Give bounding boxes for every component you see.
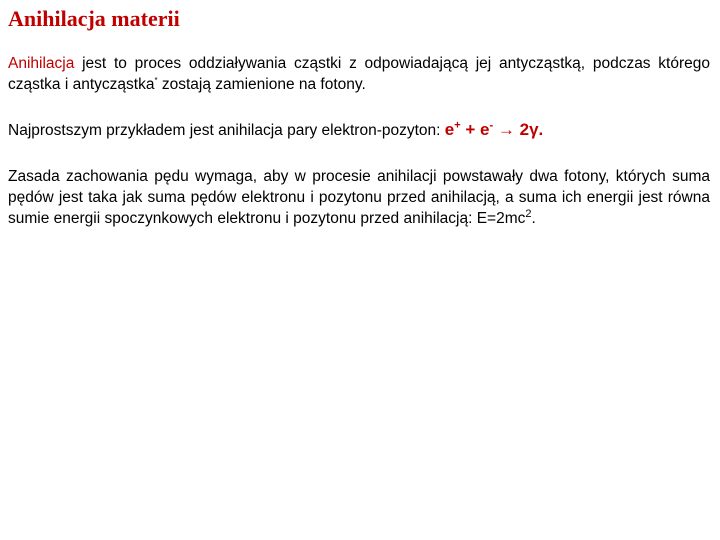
positron-symbol: e	[444, 120, 455, 139]
definition-text-a: jest to proces oddziaływania cząstki z odpowiadającą jej antycząstką, podczas którego cząstka i antycząstka	[8, 55, 710, 93]
electron-symbol: e	[480, 120, 490, 139]
page-title: Anihilacja materii	[8, 6, 180, 31]
example-text: Najprostszym przykładem jest anihilacja pary elektron-pozyton:	[8, 122, 445, 139]
reaction-equation	[445, 120, 544, 139]
positron-charge: +	[454, 119, 461, 132]
example-paragraph	[8, 119, 710, 141]
reaction-result: → 2γ.	[493, 120, 544, 139]
highlighted-term: Anihilacja	[8, 55, 75, 72]
footnote-asterisk: *	[154, 75, 158, 85]
electron-charge: -	[489, 119, 494, 132]
exponent: 2	[525, 207, 532, 220]
definition-text-b: zostają zamienione na fotony.	[157, 76, 366, 93]
definition-paragraph	[8, 53, 710, 95]
reaction-plus: +	[460, 120, 481, 139]
momentum-end: .	[531, 210, 536, 227]
momentum-text: Zasada zachowania pędu wymaga, aby w procesie anihilacji powstawały dwa fotony, których suma pędów jest taka jak suma pędów elektronu i pozytonu przed anihilacją, a suma ich energii jest równa sumie energii spoczynkowych elektronu i pozytonu przed anihilacją: E=2mc	[8, 168, 710, 227]
momentum-paragraph	[8, 166, 710, 229]
